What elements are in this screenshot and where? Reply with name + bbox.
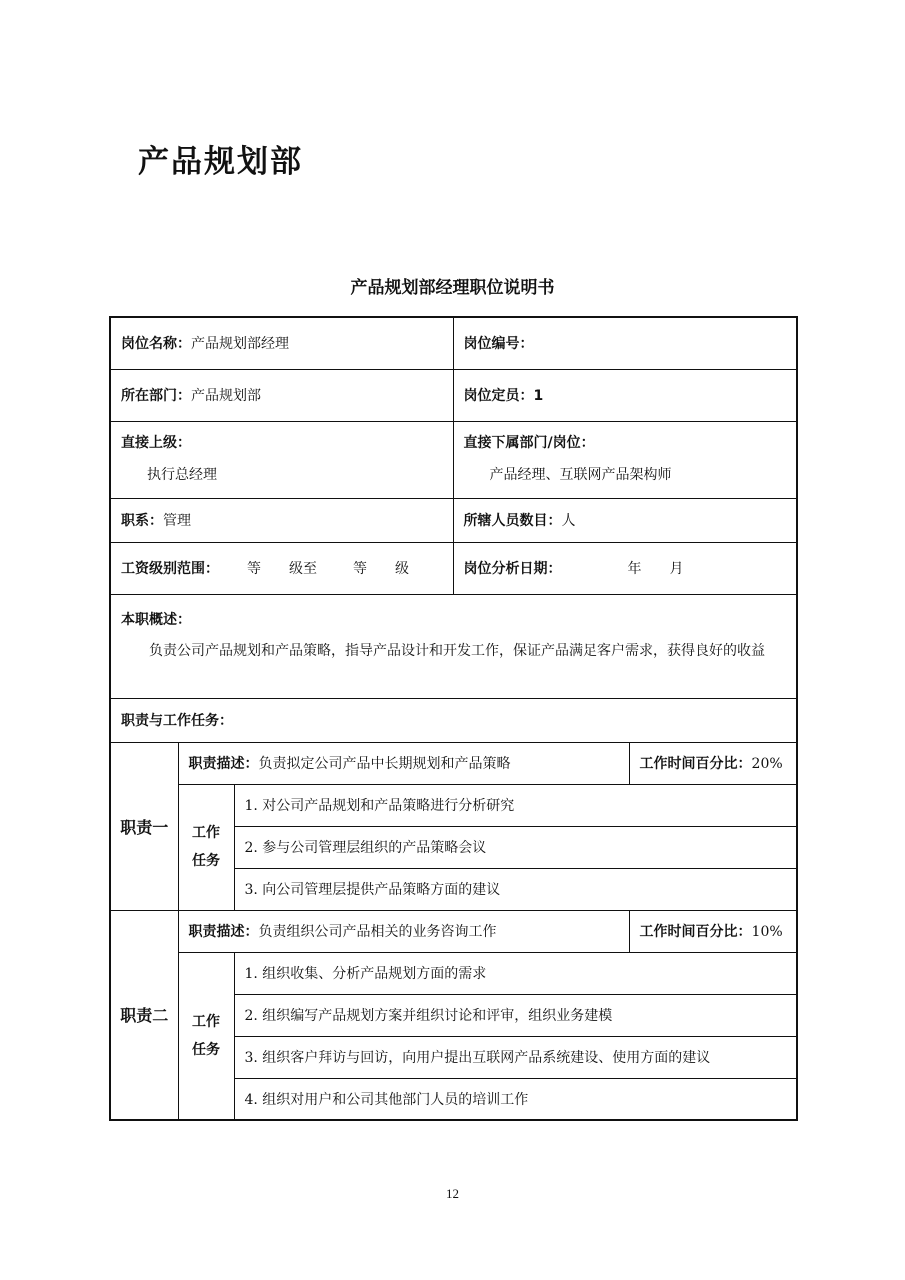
position-name-label: 岗位名称： [121,336,191,353]
duty-1-tasks-label-2: 任务 [192,853,220,869]
department-label: 所在部门： [121,388,191,404]
duty-2-task-row [110,952,797,994]
cell-department [110,369,453,421]
salary-grade-2: 等 [353,561,367,577]
duty-1-desc-row [110,742,797,784]
duty-2-task-4: 4. 组织对用户和公司其他部门人员的培训工作 [234,1078,797,1120]
staff-count-value: 人 [561,513,576,529]
duty-1-task-3: 3. 向公司管理层提供产品策略方面的建议 [234,868,797,910]
superior-value: 执行总经理 [147,466,217,483]
row-job-family [110,498,797,542]
duty-1-task-1: 1. 对公司产品规划和产品策略进行分析研究 [234,784,797,826]
headcount-label: 岗位定员： [463,388,534,404]
cell-subordinate [453,421,797,498]
summary-label: 本职概述： [121,611,191,628]
row-duties-header [110,698,797,742]
salary-to: 级至 [289,561,317,577]
duty-2-task-2: 2. 组织编写产品规划方案并组织讨论和评审，组织业务建模 [234,994,797,1036]
duty-2-pct-cell [629,910,797,952]
duty-2-desc-cell [178,910,629,952]
duty-2-pct: 10% [751,924,783,940]
cell-job-family [110,498,453,542]
row-department [110,369,797,421]
department-title: 产品规划部 [138,144,303,180]
row-reporting [110,421,797,498]
duty-2-desc-label: 职责描述： [188,924,259,940]
analysis-year: 年 [627,561,642,577]
duty-1-task-2: 2. 参与公司管理层组织的产品策略会议 [234,826,797,868]
duty-2-task-3: 3. 组织客户拜访与回访，向用户提出互联网产品系统建设、使用方面的建议 [234,1036,797,1078]
cell-summary [110,594,797,698]
duty-2-desc: 负责组织公司产品相关的业务咨询工作 [258,924,497,940]
position-name-value: 产品规划部经理 [191,336,289,353]
cell-superior [110,421,453,498]
duty-1-title: 职责一 [110,742,178,910]
duty-2-tasks-label-1: 工作 [192,1013,220,1030]
job-description-table [109,316,798,1121]
duty-1-tasks-label-1: 工作 [192,825,220,841]
cell-staff-count [453,498,797,542]
summary-text: 负责公司产品规划和产品策略，指导产品设计和开发工作，保证产品满足客户需求，获得良好的收益 [149,642,765,659]
cell-position-name [110,317,453,369]
row-position-name [110,317,797,369]
duty-1-desc-cell [178,742,629,784]
duty-2-pct-label: 工作时间百分比： [639,924,752,940]
duty-2-title: 职责二 [110,910,178,1120]
cell-duties-header [110,698,797,742]
duty-1-pct: 20% [751,756,783,772]
duty-1-tasks-label [178,784,234,910]
salary-grade-1: 等 [247,561,261,577]
cell-position-code [453,317,797,369]
superior-label: 直接上级： [121,434,191,451]
document-title: 产品规划部经理职位说明书 [350,278,555,298]
headcount-value: 1 [533,388,544,404]
page-number: 12 [446,1186,459,1201]
analysis-date-label: 岗位分析日期： [463,561,562,577]
subordinate-label: 直接下属部门/岗位： [463,434,595,451]
duty-2-tasks-label [178,952,234,1120]
duty-1-desc: 负责拟定公司产品中长期规划和产品策略 [258,756,511,772]
staff-count-label: 所辖人员数目： [463,513,562,529]
position-code-label: 岗位编号： [463,336,534,353]
salary-label: 工资级别范围： [121,561,219,577]
duty-1-task-row [110,784,797,826]
duty-2-desc-row [110,910,797,952]
duty-1-desc-label: 职责描述： [188,756,259,772]
duty-2-tasks-label-2: 任务 [192,1041,220,1058]
salary-level: 级 [395,561,409,577]
department-value: 产品规划部 [191,388,261,404]
duty-1-pct-label: 工作时间百分比： [639,756,752,772]
job-family-label: 职系： [121,513,163,529]
row-salary [110,542,797,594]
analysis-month: 月 [669,561,684,577]
duty-2-task-1: 1. 组织收集、分析产品规划方面的需求 [234,952,797,994]
duty-1-pct-cell [629,742,797,784]
job-family-value: 管理 [163,513,191,529]
row-summary [110,594,797,698]
cell-salary [110,542,453,594]
cell-analysis-date [453,542,797,594]
duties-header: 职责与工作任务： [121,713,233,729]
subordinate-value: 产品经理、互联网产品架构师 [489,466,672,483]
cell-headcount [453,369,797,421]
